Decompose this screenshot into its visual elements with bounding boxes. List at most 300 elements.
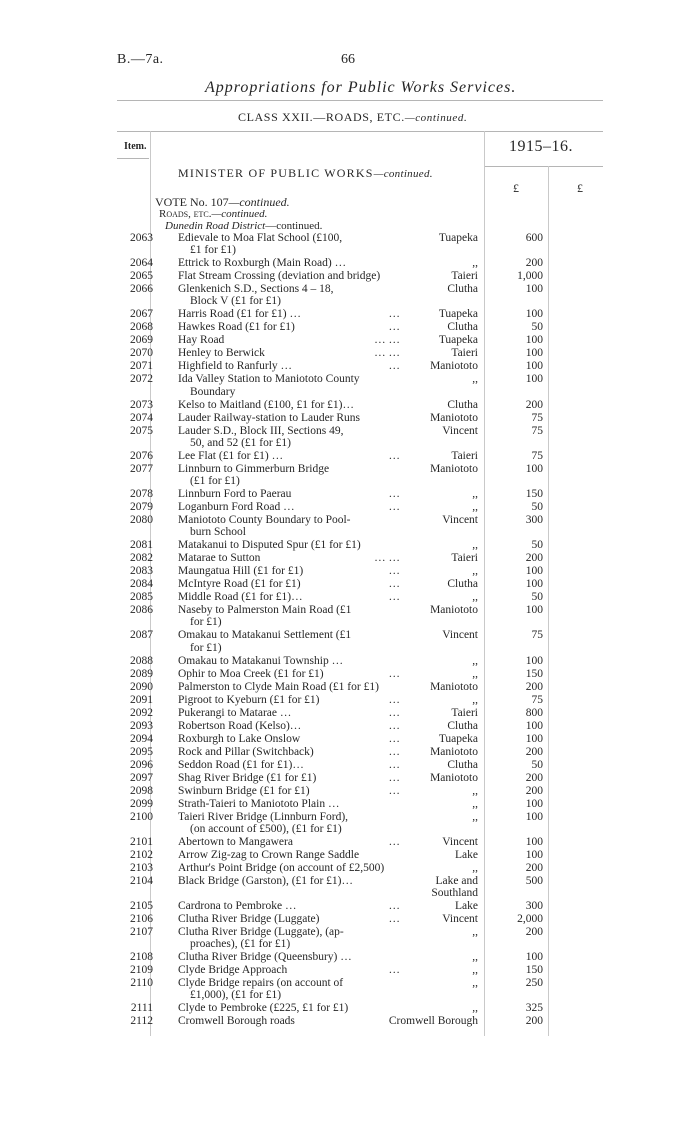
table-row bbox=[0, 450, 700, 462]
amount: 200 bbox=[525, 1015, 543, 1028]
amount: 300 bbox=[525, 514, 543, 526]
district-name: ,, bbox=[472, 591, 478, 604]
item-description: Middle Road (£1 for £1)… bbox=[178, 591, 303, 604]
table-row bbox=[0, 875, 700, 899]
item-description: Pukerangi to Matarae … bbox=[178, 706, 292, 719]
table-row bbox=[0, 951, 700, 963]
district-name: Maniototo bbox=[430, 771, 478, 784]
leader-dots: … … bbox=[374, 347, 400, 360]
table-row bbox=[0, 668, 700, 680]
item-description-continuation: Block V (£1 for £1) bbox=[190, 295, 281, 308]
amount: 100 bbox=[525, 810, 543, 823]
vote-heading-continued: —continued. bbox=[228, 195, 290, 209]
item-number: 2103 bbox=[130, 861, 153, 874]
item-number: 2091 bbox=[130, 693, 153, 706]
item-description: Lauder Railway-station to Lauder Runs bbox=[178, 411, 361, 424]
amount: 200 bbox=[525, 861, 543, 874]
table-row bbox=[0, 463, 700, 487]
pound-column-label-1: £ bbox=[513, 181, 519, 195]
amount: 200 bbox=[525, 745, 543, 758]
item-number: 2105 bbox=[130, 900, 153, 912]
table-row bbox=[0, 514, 700, 538]
item-number: 2088 bbox=[130, 654, 153, 667]
item-description: Edievale to Moa Flat School (£100, bbox=[178, 232, 343, 244]
item-description: Kelso to Maitland (£100, £1 for £1)… bbox=[178, 398, 354, 411]
table-row bbox=[0, 900, 700, 912]
table-row bbox=[0, 849, 700, 861]
district-name: Maniototo bbox=[430, 360, 478, 373]
district-name: Taieri bbox=[451, 706, 478, 719]
minister-heading-main: MINISTER OF PUBLIC WORKS bbox=[178, 166, 374, 180]
item-description: Rock and Pillar (Switchback) bbox=[178, 745, 314, 758]
item-description: Taieri River Bridge (Linnburn Ford), bbox=[178, 810, 349, 823]
amount: 200 bbox=[525, 926, 543, 938]
item-description: Maniototo County Boundary to Pool- bbox=[178, 514, 351, 526]
district-name: ,, bbox=[472, 501, 478, 513]
item-description: Pigroot to Kyeburn (£1 for £1) bbox=[178, 693, 320, 706]
district-name: Clutha bbox=[447, 321, 478, 334]
table-row bbox=[0, 926, 700, 950]
item-number: 2109 bbox=[130, 964, 153, 977]
district-name: ,, bbox=[472, 1002, 478, 1015]
district-name: Maniototo bbox=[430, 745, 478, 758]
item-description: Clutha River Bridge (Luggate) bbox=[178, 913, 320, 925]
leader-dots: … bbox=[388, 913, 400, 925]
item-number: 2077 bbox=[130, 462, 153, 475]
item-number: 2108 bbox=[130, 951, 153, 964]
item-description: Black Bridge (Garston), (£1 for £1)… bbox=[178, 874, 354, 887]
item-description: Clutha River Bridge (Luggate), (ap- bbox=[178, 926, 344, 938]
item-description-continuation: £1,000), (£1 for £1) bbox=[190, 989, 282, 1002]
item-number: 2097 bbox=[130, 771, 153, 784]
item-description: Roxburgh to Lake Onslow bbox=[178, 732, 301, 745]
table-row bbox=[0, 785, 700, 797]
item-number: 2071 bbox=[130, 360, 153, 373]
amount: 100 bbox=[525, 604, 543, 617]
table-row bbox=[0, 539, 700, 551]
table-row bbox=[0, 811, 700, 835]
item-description: Matakanui to Disputed Spur (£1 for £1) bbox=[178, 539, 361, 552]
item-description: Henley to Berwick bbox=[178, 347, 265, 360]
leader-dots: … bbox=[388, 501, 400, 513]
item-number: 2099 bbox=[130, 797, 153, 810]
leader-dots: … bbox=[388, 667, 400, 680]
item-description: Ida Valley Station to Maniototo County bbox=[178, 373, 360, 386]
table-row bbox=[0, 862, 700, 874]
item-description: Arthur's Point Bridge (on account of £2,500) bbox=[178, 861, 385, 874]
table-row bbox=[0, 283, 700, 307]
table-row bbox=[0, 347, 700, 359]
leader-dots: … bbox=[388, 964, 400, 977]
item-description: Linnburn to Gimmerburn Bridge bbox=[178, 462, 330, 475]
item-number: 2065 bbox=[130, 270, 153, 283]
item-number: 2066 bbox=[130, 283, 153, 296]
item-description: Highfield to Ranfurly … bbox=[178, 360, 293, 373]
district-name: ,, bbox=[472, 488, 478, 500]
leader-dots: … bbox=[388, 706, 400, 719]
amount: 200 bbox=[525, 398, 543, 411]
item-number: 2094 bbox=[130, 732, 153, 745]
district-name: ,, bbox=[472, 977, 478, 990]
table-row bbox=[0, 257, 700, 269]
item-description: Seddon Road (£1 for £1)… bbox=[178, 758, 304, 771]
district-name: Taieri bbox=[451, 347, 478, 360]
district-name: ,, bbox=[472, 926, 478, 938]
leader-dots: … bbox=[388, 449, 400, 462]
item-description: Maungatua Hill (£1 for £1) bbox=[178, 565, 304, 578]
table-row bbox=[0, 552, 700, 564]
district-name: Tuapeka bbox=[438, 308, 478, 321]
table-row bbox=[0, 578, 700, 590]
amount: 100 bbox=[525, 462, 543, 475]
item-description: Lauder S.D., Block III, Sections 49, bbox=[178, 424, 344, 437]
table-row bbox=[0, 964, 700, 976]
amount: 200 bbox=[525, 680, 543, 693]
amount: 100 bbox=[525, 848, 543, 861]
table-row bbox=[0, 629, 700, 653]
leader-dots: … … bbox=[374, 552, 400, 565]
subhead-roads-main: Roads, etc. bbox=[159, 208, 212, 220]
item-number: 2083 bbox=[130, 565, 153, 578]
item-description-continuation: proaches), (£1 for £1) bbox=[190, 938, 291, 951]
class-heading-continued: —continued. bbox=[404, 112, 468, 124]
item-description: Palmerston to Clyde Main Road (£1 for £1) bbox=[178, 680, 379, 693]
leader-dots: … bbox=[388, 308, 400, 321]
item-number: 2076 bbox=[130, 449, 153, 462]
district-name: ,, bbox=[472, 654, 478, 667]
amount: 75 bbox=[531, 424, 543, 437]
table-row bbox=[0, 425, 700, 449]
district-name: Vincent bbox=[442, 835, 478, 848]
district-name: Clutha bbox=[447, 398, 478, 411]
district-name: ,, bbox=[472, 565, 478, 578]
item-number: 2101 bbox=[130, 835, 153, 848]
vote-heading-main: VOTE No. 107 bbox=[155, 195, 229, 209]
table-row bbox=[0, 591, 700, 603]
table-row bbox=[0, 681, 700, 693]
table-row bbox=[0, 270, 700, 282]
district-name: Taieri bbox=[451, 552, 478, 565]
item-description: Abertown to Mangawera bbox=[178, 835, 293, 848]
item-number: 2102 bbox=[130, 848, 153, 861]
item-description: McIntyre Road (£1 for £1) bbox=[178, 578, 301, 591]
item-number: 2067 bbox=[130, 308, 153, 321]
item-description: Ettrick to Roxburgh (Main Road) … bbox=[178, 257, 347, 270]
amount: 100 bbox=[525, 732, 543, 745]
district-name: ,, bbox=[472, 784, 478, 797]
item-description: Hawkes Road (£1 for £1) bbox=[178, 321, 295, 334]
table-row bbox=[0, 772, 700, 784]
amount: 200 bbox=[525, 257, 543, 270]
district-name: Lake bbox=[455, 900, 478, 912]
amount: 200 bbox=[525, 552, 543, 565]
amount: 100 bbox=[525, 797, 543, 810]
item-description: Cromwell Borough roads bbox=[178, 1015, 295, 1028]
table-row bbox=[0, 488, 700, 500]
district-name: Maniototo bbox=[430, 604, 478, 617]
item-number: 2084 bbox=[130, 578, 153, 591]
amount: 100 bbox=[525, 308, 543, 321]
item-number: 2080 bbox=[130, 514, 153, 526]
item-number: 2095 bbox=[130, 745, 153, 758]
item-description: Swinburn Bridge (£1 for £1) bbox=[178, 784, 310, 797]
district-name: ,, bbox=[472, 964, 478, 977]
district-heading bbox=[165, 220, 322, 232]
page-title: Appropriations for Public Works Services. bbox=[205, 79, 517, 96]
district-name: Clutha bbox=[447, 758, 478, 771]
amount: 100 bbox=[525, 334, 543, 347]
table-row bbox=[0, 707, 700, 719]
amount: 75 bbox=[531, 449, 543, 462]
item-column-header: Item. bbox=[124, 141, 147, 152]
item-number: 2074 bbox=[130, 411, 153, 424]
item-description-continuation: (on account of £500), (£1 for £1) bbox=[190, 822, 342, 835]
table-row bbox=[0, 694, 700, 706]
item-number: 2104 bbox=[130, 874, 153, 887]
district-name: ,, bbox=[472, 667, 478, 680]
leader-dots: … bbox=[388, 565, 400, 578]
amount: 2,000 bbox=[517, 913, 543, 925]
table-row bbox=[0, 232, 700, 256]
leader-dots: … bbox=[388, 835, 400, 848]
leader-dots: … bbox=[388, 719, 400, 732]
item-number: 2086 bbox=[130, 604, 153, 617]
table-row bbox=[0, 501, 700, 513]
amount: 250 bbox=[525, 977, 543, 990]
district-name: Tuapeka bbox=[438, 232, 478, 244]
district-name: ,, bbox=[472, 693, 478, 706]
district-name: ,, bbox=[472, 861, 478, 874]
item-number: 2111 bbox=[130, 1002, 153, 1015]
leader-dots: … bbox=[388, 360, 400, 373]
district-name: ,, bbox=[472, 951, 478, 964]
amount: 100 bbox=[525, 835, 543, 848]
district-name: Clutha bbox=[447, 578, 478, 591]
amount: 200 bbox=[525, 771, 543, 784]
leader-dots: … bbox=[388, 732, 400, 745]
page-number: 66 bbox=[341, 52, 355, 67]
item-description: Clyde Bridge repairs (on account of bbox=[178, 977, 344, 990]
amount: 100 bbox=[525, 719, 543, 732]
leader-dots: … bbox=[388, 578, 400, 591]
district-name: Clutha bbox=[447, 719, 478, 732]
pound-column-label-2: £ bbox=[577, 181, 583, 195]
item-number: 2072 bbox=[130, 373, 153, 386]
item-number: 2093 bbox=[130, 719, 153, 732]
table-row bbox=[0, 308, 700, 320]
table-row bbox=[0, 1002, 700, 1014]
item-description: Matarae to Sutton bbox=[178, 552, 261, 565]
minister-heading bbox=[178, 166, 433, 181]
item-description: Harris Road (£1 for £1) … bbox=[178, 308, 301, 321]
item-description: Hay Road bbox=[178, 334, 225, 347]
district-name: Maniototo bbox=[430, 680, 478, 693]
leader-dots: … bbox=[388, 771, 400, 784]
item-number: 2069 bbox=[130, 334, 153, 347]
amount: 75 bbox=[531, 411, 543, 424]
district-name: Taieri bbox=[451, 270, 478, 283]
table-row bbox=[0, 565, 700, 577]
amount: 100 bbox=[525, 654, 543, 667]
district-name: Vincent bbox=[442, 424, 478, 437]
item-number: 2090 bbox=[130, 680, 153, 693]
item-number: 2082 bbox=[130, 552, 153, 565]
table-row bbox=[0, 399, 700, 411]
amount: 600 bbox=[525, 232, 543, 244]
leader-dots: … bbox=[388, 758, 400, 771]
table-top-rule bbox=[117, 131, 603, 132]
amount: 1,000 bbox=[517, 270, 543, 283]
amount: 50 bbox=[531, 321, 543, 334]
amount: 100 bbox=[525, 283, 543, 296]
amount: 200 bbox=[525, 784, 543, 797]
amount: 300 bbox=[525, 900, 543, 912]
table-row bbox=[0, 913, 700, 925]
item-description-continuation: Boundary bbox=[190, 385, 236, 398]
item-number: 2064 bbox=[130, 257, 153, 270]
district-name-continuation: Southland bbox=[431, 886, 478, 899]
item-number: 2087 bbox=[130, 629, 153, 642]
top-rule bbox=[117, 100, 603, 101]
class-heading-main: CLASS XXII.—ROADS, ETC. bbox=[238, 110, 405, 124]
item-number: 2106 bbox=[130, 913, 153, 925]
class-heading bbox=[238, 110, 467, 125]
item-number: 2078 bbox=[130, 488, 153, 500]
leader-dots: … bbox=[388, 784, 400, 797]
leader-dots: … bbox=[388, 488, 400, 500]
subhead-roads bbox=[159, 208, 267, 220]
leader-dots: … bbox=[388, 693, 400, 706]
table-row bbox=[0, 604, 700, 628]
item-number: 2075 bbox=[130, 424, 153, 437]
district-name: ,, bbox=[472, 257, 478, 270]
item-number: 2096 bbox=[130, 758, 153, 771]
leader-dots: … bbox=[388, 900, 400, 912]
item-number: 2112 bbox=[130, 1015, 153, 1028]
table-row bbox=[0, 373, 700, 397]
amount: 100 bbox=[525, 578, 543, 591]
table-row bbox=[0, 720, 700, 732]
item-number: 2073 bbox=[130, 398, 153, 411]
district-name: Maniototo bbox=[430, 462, 478, 475]
item-description-continuation: for £1) bbox=[190, 641, 222, 654]
item-description: Omakau to Matakanui Settlement (£1 bbox=[178, 629, 352, 642]
item-number: 2063 bbox=[130, 232, 153, 244]
amount: 50 bbox=[531, 591, 543, 604]
leader-dots: … bbox=[388, 745, 400, 758]
table-row bbox=[0, 1015, 700, 1027]
item-description: Clyde Bridge Approach bbox=[178, 964, 288, 977]
district-name: Tuapeka bbox=[438, 732, 478, 745]
amount: 800 bbox=[525, 706, 543, 719]
item-description: Cardrona to Pembroke … bbox=[178, 900, 297, 912]
item-description-continuation: 50, and 52 (£1 for £1) bbox=[190, 436, 291, 449]
item-number: 2092 bbox=[130, 706, 153, 719]
item-description: Omakau to Matakanui Township … bbox=[178, 654, 344, 667]
district-name: ,, bbox=[472, 810, 478, 823]
table-row bbox=[0, 977, 700, 1001]
amount: 50 bbox=[531, 539, 543, 552]
item-description: Linnburn Ford to Paerau bbox=[178, 488, 292, 500]
column-header-rule-left bbox=[117, 158, 149, 159]
item-description: Flat Stream Crossing (deviation and bridge) bbox=[178, 270, 381, 283]
amount: 50 bbox=[531, 758, 543, 771]
item-number: 2070 bbox=[130, 347, 153, 360]
amount: 150 bbox=[525, 488, 543, 500]
item-description: Glenkenich S.D., Sections 4 – 18, bbox=[178, 283, 334, 296]
amount: 75 bbox=[531, 629, 543, 642]
item-number: 2100 bbox=[130, 810, 153, 823]
item-description: Arrow Zig-zag to Crown Range Saddle bbox=[178, 848, 360, 861]
district-name: ,, bbox=[472, 373, 478, 386]
table-row bbox=[0, 836, 700, 848]
table-row bbox=[0, 334, 700, 346]
table-row bbox=[0, 759, 700, 771]
item-number: 2098 bbox=[130, 784, 153, 797]
item-number: 2110 bbox=[130, 977, 153, 990]
item-description-continuation: burn School bbox=[190, 526, 246, 539]
amount: 50 bbox=[531, 501, 543, 513]
item-description: Clyde to Pembroke (£225, £1 for £1) bbox=[178, 1002, 349, 1015]
item-description: Clutha River Bridge (Queensbury) … bbox=[178, 951, 352, 964]
item-number: 2079 bbox=[130, 501, 153, 513]
district-name: Maniototo bbox=[430, 411, 478, 424]
item-description-continuation: (£1 for £1) bbox=[190, 474, 240, 487]
item-description-continuation: £1 for £1) bbox=[190, 244, 236, 257]
item-description: Loganburn Ford Road … bbox=[178, 501, 295, 513]
district-name: Tuapeka bbox=[438, 334, 478, 347]
district-name: ,, bbox=[472, 797, 478, 810]
column-header-rule-right bbox=[484, 166, 603, 167]
table-row bbox=[0, 655, 700, 667]
district-name: Lake bbox=[455, 848, 478, 861]
leader-dots: … bbox=[388, 321, 400, 334]
report-reference: B.—7a. bbox=[117, 52, 164, 67]
item-description: Shag River Bridge (£1 for £1) bbox=[178, 771, 317, 784]
leader-dots: … bbox=[388, 591, 400, 604]
amount: 100 bbox=[525, 347, 543, 360]
district-name: ,, bbox=[472, 539, 478, 552]
item-number: 2089 bbox=[130, 667, 153, 680]
amount: 100 bbox=[525, 565, 543, 578]
table-row bbox=[0, 412, 700, 424]
table-row bbox=[0, 321, 700, 333]
item-description-continuation: for £1) bbox=[190, 616, 222, 629]
amount: 100 bbox=[525, 951, 543, 964]
district-name: Cromwell Borough bbox=[388, 1015, 478, 1028]
district-name: Clutha bbox=[447, 283, 478, 296]
district-name: Taieri bbox=[451, 449, 478, 462]
amount: 100 bbox=[525, 360, 543, 373]
leader-dots: … … bbox=[374, 334, 400, 347]
district-name: Vincent bbox=[442, 629, 478, 642]
item-number: 2068 bbox=[130, 321, 153, 334]
amount: 150 bbox=[525, 667, 543, 680]
table-row bbox=[0, 360, 700, 372]
amount: 100 bbox=[525, 373, 543, 386]
amount: 500 bbox=[525, 874, 543, 887]
district-name: Vincent bbox=[442, 514, 478, 526]
amount: 325 bbox=[525, 1002, 543, 1015]
item-description: Ophir to Moa Creek (£1 for £1) bbox=[178, 667, 324, 680]
item-number: 2107 bbox=[130, 926, 153, 938]
table-row bbox=[0, 798, 700, 810]
district-heading-continued: —continued. bbox=[265, 220, 323, 232]
item-description: Robertson Road (Kelso)… bbox=[178, 719, 302, 732]
district-heading-main: Dunedin Road District bbox=[165, 220, 266, 232]
district-name: Lake and bbox=[435, 874, 478, 887]
table-row bbox=[0, 733, 700, 745]
